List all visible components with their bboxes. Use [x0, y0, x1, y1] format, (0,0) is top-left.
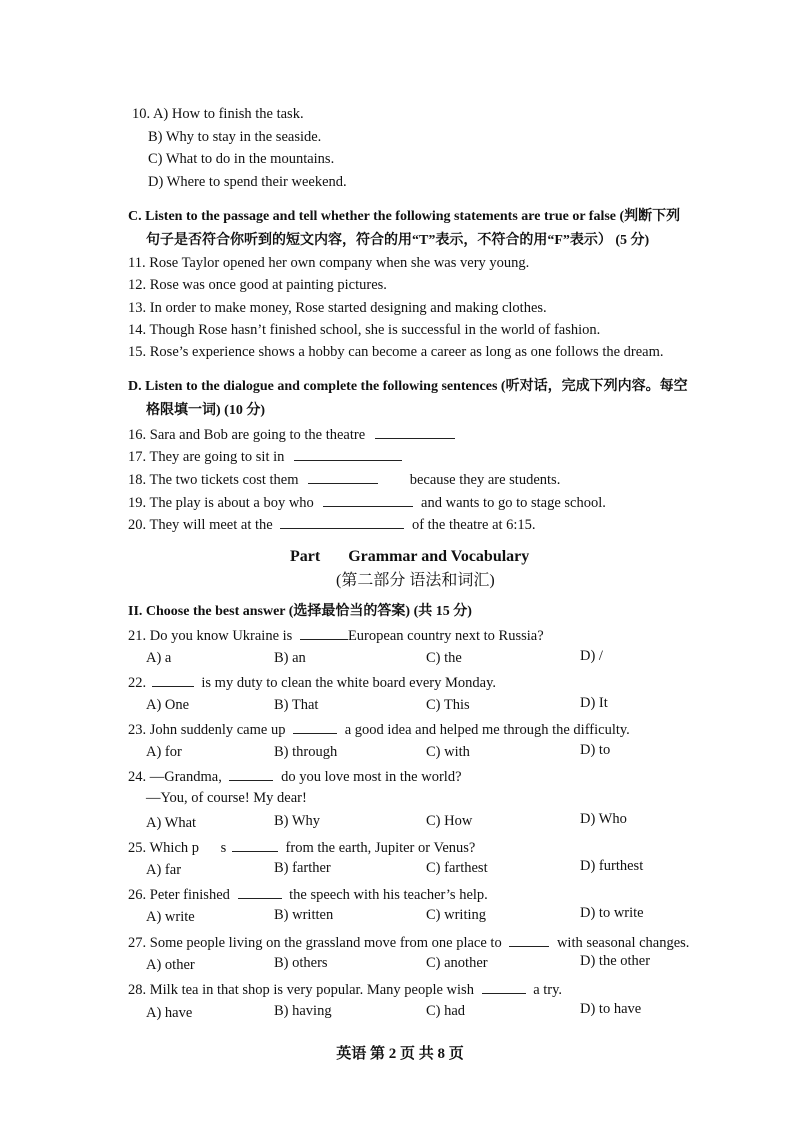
- sentence-16-text: 16. Sara and Bob are going to the theatre: [128, 427, 366, 443]
- q10-option-c: C) What to do in the mountains.: [148, 151, 335, 167]
- statement-14: 14. Though Rose hasn’t finished school, she is successful in the world of fashion.: [128, 322, 601, 338]
- q21-option-b[interactable]: B) an: [274, 650, 306, 666]
- q21-option-a[interactable]: A) a: [146, 650, 172, 666]
- blank-17[interactable]: [294, 448, 402, 461]
- q21-option-d[interactable]: D) /: [580, 648, 603, 664]
- q23-option-d[interactable]: D) to: [580, 742, 611, 758]
- section-d-heading-line1: D. Listen to the dialogue and complete the following sentences (听对话，完成下列内容。每空: [128, 379, 688, 394]
- q27-option-a[interactable]: A) other: [146, 957, 195, 973]
- question-25-stem: [128, 839, 475, 857]
- question-22-stem: [128, 674, 496, 692]
- statement-13: 13. In order to make money, Rose started designing and making clothes.: [128, 300, 547, 316]
- section-c-heading-line2: 句子是否符合你听到的短文内容，符合的用“T”表示，不符合的用“F”表示） (5 分): [146, 233, 650, 248]
- q24-option-b[interactable]: B) Why: [274, 813, 321, 829]
- q26-option-a[interactable]: A) write: [146, 909, 195, 925]
- question-28-stem: [128, 981, 562, 999]
- q21-stem-b: European country next to Russia?: [347, 628, 544, 644]
- q23-stem-b: a good idea and helped me through the difficulty.: [344, 722, 630, 738]
- sentence-16: [128, 426, 455, 444]
- question-23-stem: [128, 721, 630, 739]
- statement-12: 12. Rose was once good at painting pictures.: [128, 277, 387, 293]
- q10-option-b: B) Why to stay in the seaside.: [148, 129, 322, 145]
- sentence-20-text-a: 20. They will meet at the: [128, 517, 273, 533]
- q26-blank: [238, 886, 282, 899]
- q27-option-c[interactable]: C) another: [426, 955, 488, 971]
- q22-option-a[interactable]: A) One: [146, 697, 190, 713]
- q27-option-d[interactable]: D) the other: [580, 953, 651, 969]
- q28-option-c[interactable]: C) had: [426, 1003, 466, 1019]
- part-label: Part: [290, 548, 321, 565]
- question-27-stem: [128, 934, 689, 952]
- q21-blank: [300, 627, 348, 640]
- sentence-19: [128, 494, 606, 512]
- q24-blank: [229, 768, 273, 781]
- q26-stem-b: the speech with his teacher’s help.: [289, 887, 488, 903]
- section-c-heading-line1: C. Listen to the passage and tell whether the following statements are true or false (判断下列: [128, 209, 681, 224]
- blank-20[interactable]: [280, 516, 404, 529]
- q28-option-b[interactable]: B) having: [274, 1003, 332, 1019]
- part-title-text: Grammar and Vocabulary: [348, 548, 530, 565]
- blank-19[interactable]: [323, 494, 413, 507]
- q26-stem-a: 26. Peter finished: [128, 887, 230, 903]
- q24-stem-a: 24. —Grandma,: [128, 769, 222, 785]
- blank-18[interactable]: [308, 471, 378, 484]
- statement-15: 15. Rose’s experience shows a hobby can become a career as long as one follows the dream.: [128, 344, 664, 360]
- page-footer: 英语 第 2 页 共 8 页: [336, 1046, 464, 1062]
- q21-option-c[interactable]: C) the: [426, 650, 462, 666]
- question-26-stem: [128, 886, 488, 904]
- q28-option-d[interactable]: D) to have: [580, 1001, 642, 1017]
- q10-option-d: D) Where to spend their weekend.: [148, 174, 347, 190]
- q28-option-a[interactable]: A) have: [146, 1005, 193, 1021]
- sentence-20-text-b: of the theatre at 6:15.: [411, 517, 536, 533]
- question-24-stem: [128, 768, 462, 786]
- q28-stem-a: 28. Milk tea in that shop is very popular. Many people wish: [128, 982, 474, 998]
- q24-option-a[interactable]: A) What: [146, 815, 197, 831]
- q22-stem-a: 22.: [128, 675, 147, 691]
- q21-stem-a: 21. Do you know Ukraine is: [128, 628, 293, 644]
- q25-option-d[interactable]: D) furthest: [580, 858, 644, 874]
- q22-option-c[interactable]: C) This: [426, 697, 470, 713]
- section-ii-heading: II. Choose the best answer (选择最恰当的答案) (共 15 分): [128, 604, 472, 619]
- q28-blank: [482, 981, 526, 994]
- section-d-heading-line2: 格限填一词) (10 分): [146, 403, 265, 418]
- q23-option-c[interactable]: C) with: [426, 744, 470, 760]
- q27-blank: [509, 934, 549, 947]
- q25-option-a[interactable]: A) far: [146, 862, 182, 878]
- q22-stem-b: is my duty to clean the white board every Monday.: [201, 675, 496, 691]
- q26-option-d[interactable]: D) to write: [580, 905, 644, 921]
- sentence-18-text-a: 18. The two tickets cost them: [128, 472, 299, 488]
- q22-option-d[interactable]: D) It: [580, 695, 608, 711]
- sentence-18-text-b: because they are students.: [409, 472, 561, 488]
- sentence-17: [128, 448, 402, 466]
- q25-stem-a: 25. Which p: [128, 840, 200, 856]
- sentence-19-text-b: and wants to go to stage school.: [421, 495, 606, 511]
- q22-option-b[interactable]: B) That: [274, 697, 319, 713]
- q23-blank: [293, 721, 337, 734]
- q25-blank: [232, 839, 278, 852]
- q23-stem-a: 23. John suddenly came up: [128, 722, 286, 738]
- q24-option-d[interactable]: D) Who: [580, 811, 627, 827]
- q23-option-b[interactable]: B) through: [274, 744, 338, 760]
- q27-option-b[interactable]: B) others: [274, 955, 328, 971]
- q10-option-a: 10. A) How to finish the task.: [132, 106, 304, 122]
- q26-option-c[interactable]: C) writing: [426, 907, 487, 923]
- q27-stem-a: 27. Some people living on the grassland move from one place to: [128, 935, 502, 951]
- q22-blank: [152, 674, 194, 687]
- q24-reply: —You, of course! My dear!: [146, 790, 307, 806]
- q27-stem-b: with seasonal changes.: [556, 935, 690, 951]
- sentence-20: [128, 516, 536, 534]
- q25-stem-mid: s: [220, 840, 227, 856]
- question-21-stem: [128, 627, 544, 645]
- part-two-subtitle: (第二部分 语法和词汇): [336, 572, 495, 589]
- q24-stem-b: do you love most in the world?: [281, 769, 462, 785]
- statement-11: 11. Rose Taylor opened her own company when she was very young.: [128, 255, 530, 271]
- part-two-title: [290, 548, 529, 566]
- sentence-17-text: 17. They are going to sit in: [128, 449, 285, 465]
- sentence-18: [128, 471, 560, 489]
- q25-option-b[interactable]: B) farther: [274, 860, 331, 876]
- q28-stem-b: a try.: [533, 982, 563, 998]
- q25-stem-b: from the earth, Jupiter or Venus?: [285, 840, 476, 856]
- sentence-19-text-a: 19. The play is about a boy who: [128, 495, 314, 511]
- q26-option-b[interactable]: B) written: [274, 907, 334, 923]
- q23-option-a[interactable]: A) for: [146, 744, 182, 760]
- q25-option-c[interactable]: C) farthest: [426, 860, 488, 876]
- blank-16[interactable]: [375, 426, 455, 439]
- q24-option-c[interactable]: C) How: [426, 813, 473, 829]
